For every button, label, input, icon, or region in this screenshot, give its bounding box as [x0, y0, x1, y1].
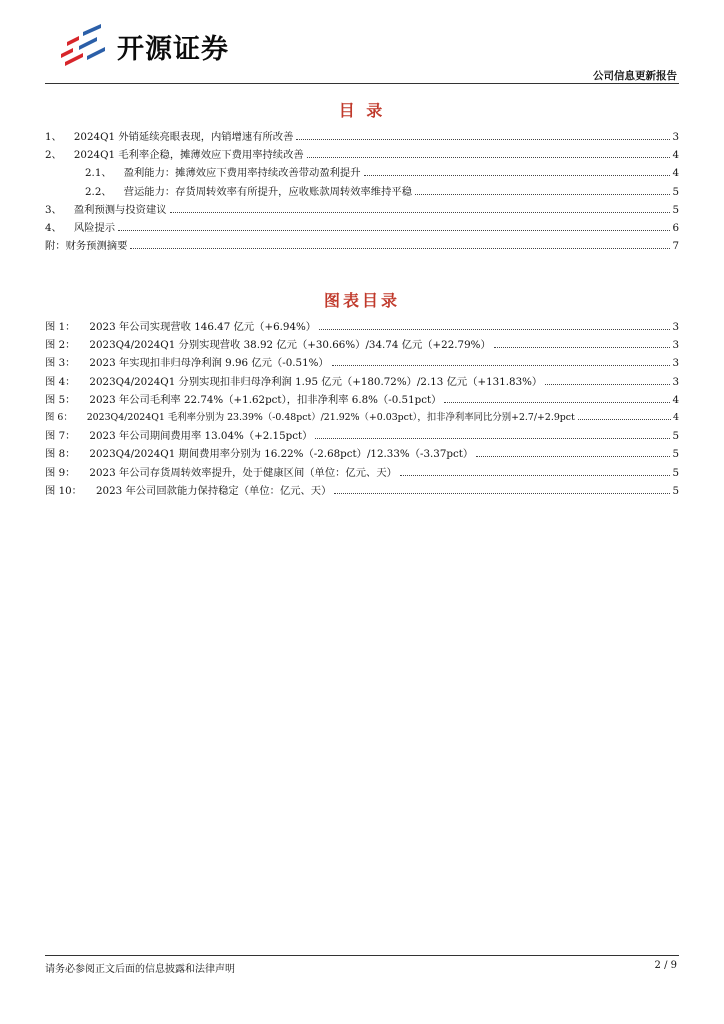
dot-leader [118, 230, 670, 231]
figure-entry-text: 2023 年实现扣非归母净利润 9.96 亿元（-0.51%） [89, 357, 329, 370]
figure-entry-page: 3 [672, 339, 679, 352]
dot-leader [334, 493, 670, 494]
figure-entry[interactable] [45, 391, 679, 409]
toc-entry-page: 3 [672, 131, 679, 143]
figure-list [45, 318, 679, 500]
dot-leader [130, 248, 670, 249]
dot-leader [444, 402, 670, 403]
figure-entry-number: 图 8： [45, 448, 76, 461]
toc-entry[interactable] [45, 183, 679, 201]
toc-entry-page: 5 [672, 185, 679, 198]
figure-entry-page: 5 [672, 448, 679, 461]
figure-entry-number: 图 7： [45, 430, 76, 443]
toc-entry[interactable] [45, 146, 679, 164]
figure-entry-number: 图 2： [45, 339, 76, 352]
figure-entry-number: 图 5： [45, 393, 76, 406]
page-number: 2 / 9 [654, 960, 677, 971]
toc-entry[interactable] [45, 128, 679, 146]
figure-entry-page: 5 [672, 484, 679, 497]
figure-entry-text: 2023 年公司毛利率 22.74%（+1.62pct），扣非净利率 6.8%（-0.51pct） [89, 393, 442, 406]
figure-entry-text: 2023 年公司实现营收 146.47 亿元（+6.94%） [89, 321, 317, 333]
figure-entry[interactable] [45, 445, 679, 463]
toc-entry-number: 4、 [45, 221, 62, 234]
figure-entry-page: 3 [672, 321, 679, 333]
toc-entry-number: 2.1、 [85, 167, 112, 180]
figure-entry[interactable] [45, 318, 679, 336]
logo-text: 开源证券 [117, 33, 229, 65]
figure-entry-number: 图 9： [45, 466, 76, 479]
figure-entry-text: 2023 年公司回款能力保持稳定（单位：亿元、天） [95, 484, 332, 497]
figure-entry-page: 5 [672, 466, 679, 479]
figure-entry-number: 图 6： [45, 411, 73, 423]
report-type-label: 公司信息更新报告 [593, 70, 677, 82]
figure-entry[interactable] [45, 354, 679, 372]
figure-entry[interactable] [45, 373, 679, 391]
dot-leader [170, 212, 671, 213]
figure-entry[interactable] [45, 482, 679, 500]
figure-entry-number: 图 1： [45, 321, 76, 333]
figure-entry-text: 2023Q4/2024Q1 期间费用率分别为 16.22%（-2.68pct）/12.33%（-3.37pct） [89, 448, 474, 461]
dot-leader [415, 194, 670, 195]
footer-divider [45, 955, 679, 956]
toc-entry-number: 2、 [45, 149, 62, 162]
toc-entry-page: 5 [672, 203, 679, 216]
dot-leader [307, 157, 671, 158]
toc-entry[interactable] [45, 201, 679, 219]
dot-leader [332, 365, 671, 366]
brand-logo [57, 24, 229, 68]
figure-entry-page: 4 [672, 393, 679, 406]
toc-entry-text: 风险提示 [73, 221, 116, 234]
dot-leader [545, 384, 670, 385]
figure-entry-page: 5 [672, 430, 679, 443]
footer-disclaimer: 请务必参阅正文后面的信息披露和法律声明 [45, 964, 235, 975]
toc-entry[interactable] [45, 219, 679, 237]
toc-entry-page: 4 [672, 167, 679, 180]
figure-entry-page: 4 [673, 411, 679, 423]
figure-entry[interactable] [45, 427, 679, 445]
kaiyuan-logo-icon [57, 24, 109, 68]
toc-entry-number: 附： [45, 240, 66, 253]
toc-entry-page: 7 [672, 240, 679, 253]
toc-entry-text: 财务预测摘要 [65, 240, 128, 253]
figure-entry-text: 2023Q4/2024Q1 分别实现营收 38.92 亿元（+30.66%）/34.74 亿元（+22.79%） [89, 339, 491, 352]
header-divider [45, 83, 679, 84]
toc-entry-number: 1、 [45, 131, 62, 143]
toc-list [45, 128, 679, 255]
figure-list-title: 图表目录 [323, 291, 400, 310]
figure-entry-number: 图 3： [45, 357, 76, 370]
figure-entry-text: 2023 年公司期间费用率 13.04%（+2.15pct） [89, 430, 313, 443]
dot-leader [315, 438, 670, 439]
figure-entry[interactable] [45, 336, 679, 354]
figure-entry[interactable] [45, 409, 679, 427]
figure-entry-page: 3 [672, 375, 679, 388]
toc-entry-text: 2024Q1 外销延续亮眼表现，内销增速有所改善 [73, 131, 294, 143]
toc-entry-text: 盈利能力：摊薄效应下费用率持续改善带动盈利提升 [123, 167, 361, 180]
toc-entry-number: 2.2、 [85, 185, 112, 198]
dot-leader [494, 347, 671, 348]
figure-entry-text: 2023Q4/2024Q1 分别实现扣非归母净利润 1.95 亿元（+180.72%）/2.13 亿元（+131.83%） [89, 375, 543, 388]
figure-entry-text: 2023Q4/2024Q1 毛利率分别为 23.39%（-0.48pct）/21.92%（+0.03pct），扣非净利率同比分别+2.7/+2.9pct [86, 411, 575, 423]
dot-leader [364, 175, 671, 176]
toc-title: 目 录 [338, 101, 386, 120]
dot-leader [476, 456, 670, 457]
toc-entry-text: 营运能力：存货周转效率有所提升，应收账款周转效率维持平稳 [123, 185, 412, 198]
toc-entry-text: 2024Q1 毛利率企稳，摊薄效应下费用率持续改善 [73, 149, 304, 162]
toc-entry[interactable] [45, 164, 679, 182]
dot-leader [319, 329, 670, 330]
toc-entry-text: 盈利预测与投资建议 [73, 203, 167, 216]
toc-entry-page: 4 [672, 149, 679, 162]
figure-entry-page: 3 [672, 357, 679, 370]
figure-entry-number: 图 4： [45, 375, 76, 388]
dot-leader [400, 475, 671, 476]
dot-leader [296, 139, 670, 140]
toc-entry-number: 3、 [45, 203, 62, 216]
figure-entry-number: 图 10： [45, 484, 82, 497]
toc-entry[interactable] [45, 237, 679, 255]
figure-entry-text: 2023 年公司存货周转效率提升，处于健康区间（单位：亿元、天） [89, 466, 397, 479]
dot-leader [578, 419, 671, 420]
figure-entry[interactable] [45, 464, 679, 482]
toc-entry-page: 6 [672, 221, 679, 234]
